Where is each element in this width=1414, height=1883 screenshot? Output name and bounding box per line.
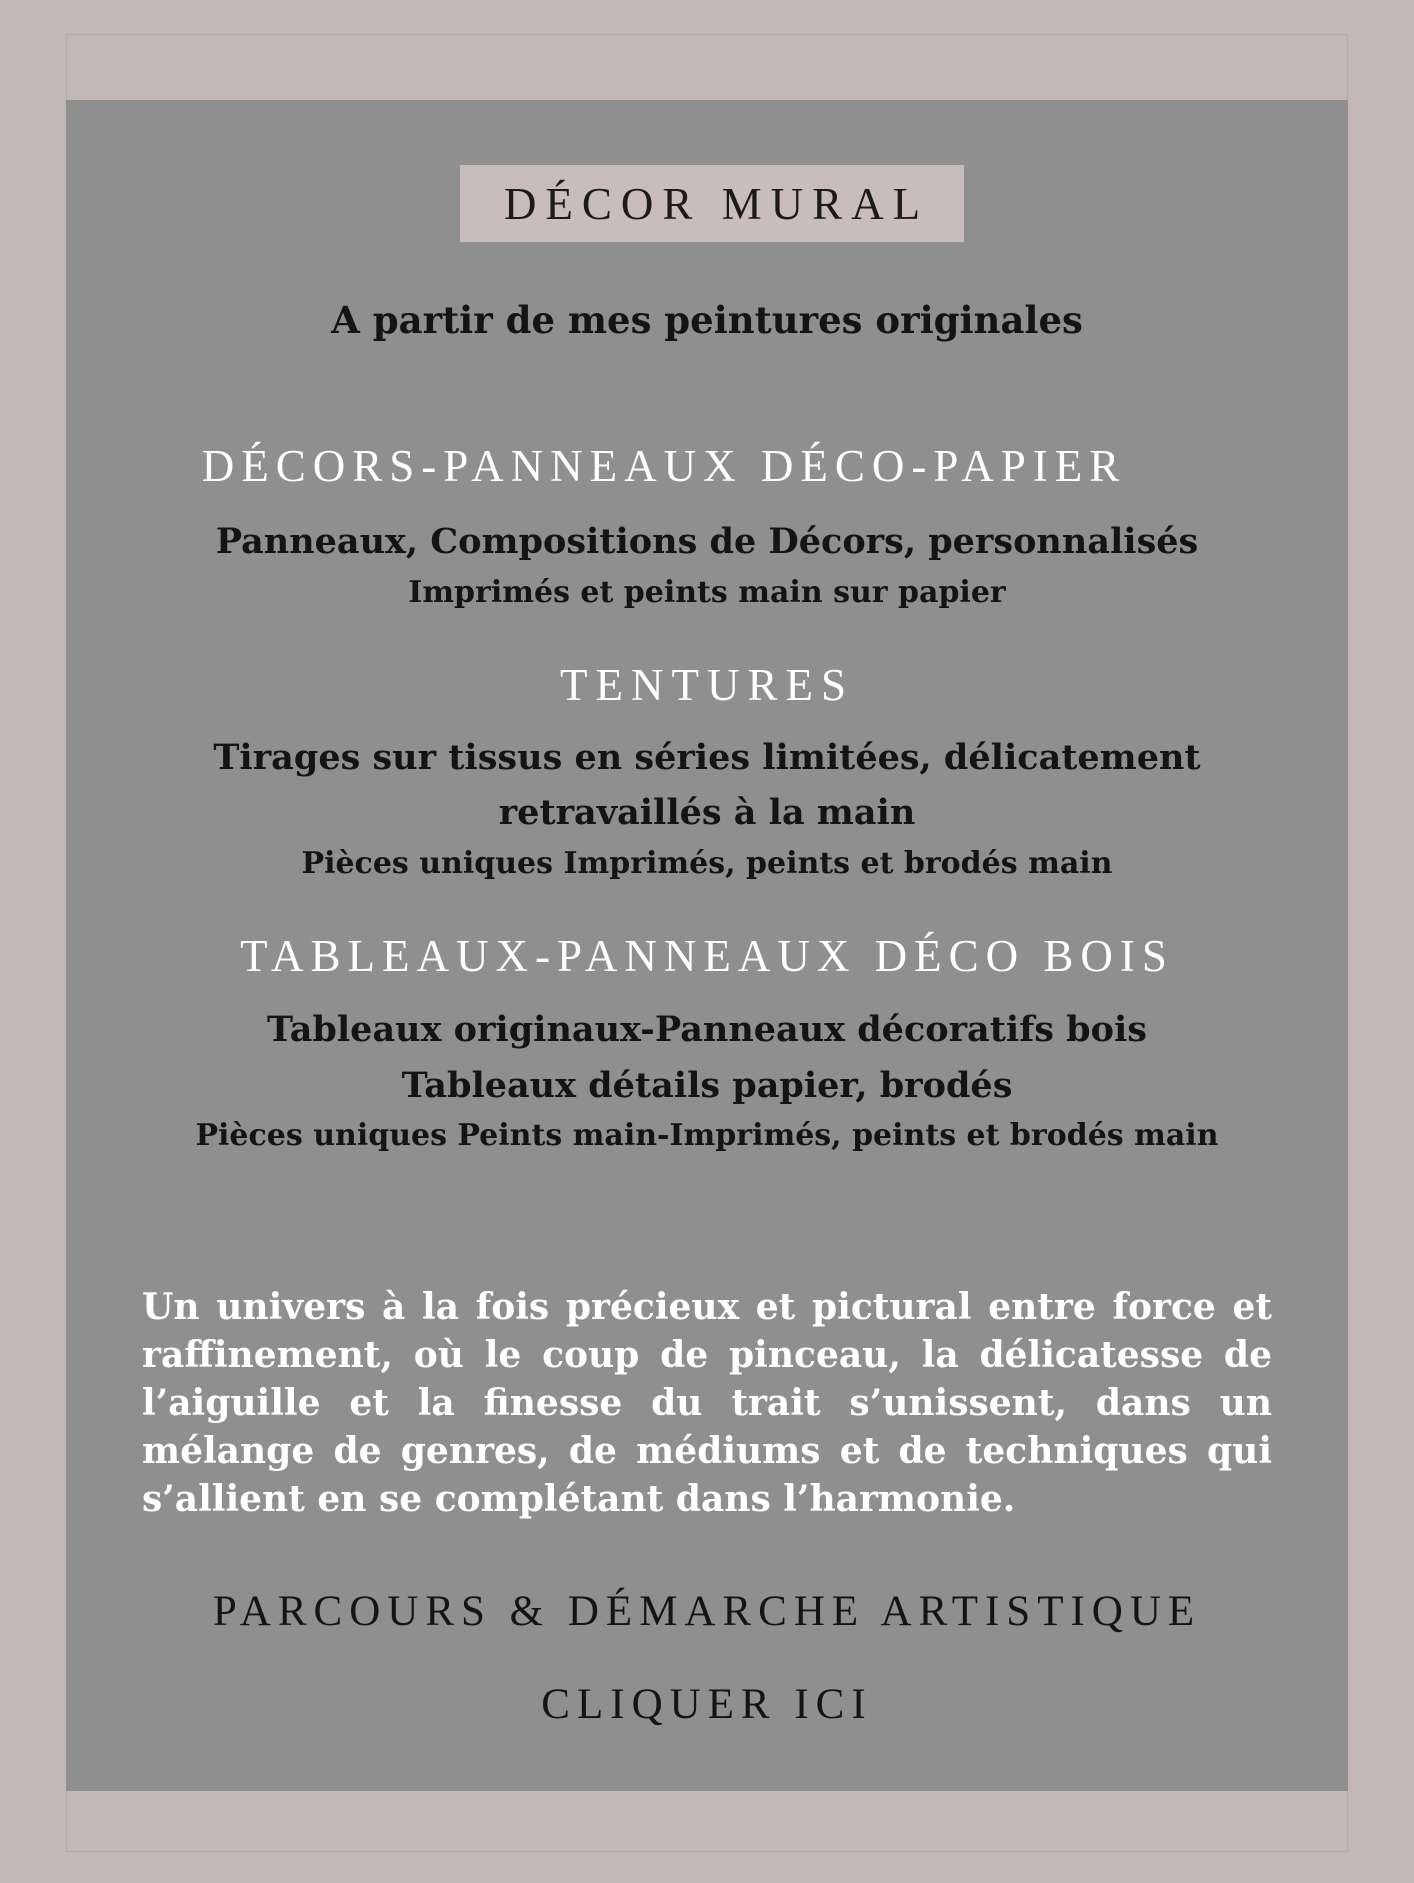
title-badge xyxy=(460,165,964,242)
parcours-link[interactable]: PARCOURS & DÉMARCHE ARTISTIQUE xyxy=(212,1588,1202,1635)
cliquer-ici-link[interactable]: CLIQUER ICI xyxy=(541,1681,873,1728)
section-heading-tentures: TENTURES xyxy=(560,660,854,710)
section-line: Panneaux, Compositions de Décors, personnalisés xyxy=(215,521,1199,562)
section-line: Tableaux détails papier, brodés xyxy=(401,1065,1013,1106)
section-line: Tirages sur tissus en séries limitées, délicatement xyxy=(213,737,1201,778)
section-heading-decors-papier: DÉCORS-PANNEAUX DÉCO-PAPIER xyxy=(201,441,1127,491)
section-line: Pièces uniques Peints main-Imprimés, peints et brodés main xyxy=(195,1118,1219,1153)
description-paragraph: Un univers à la fois précieux et pictural entre force et raffinement, où le coup de pinceau, la délicatesse de l’aiguille et la finesse du trait s’unissent, dans un mélange de genres, de médiums et de techniques qui s’allient en se complétant dans l’harmonie. xyxy=(142,1286,1272,1520)
section-heading-deco-bois: TABLEAUX-PANNEAUX DÉCO BOIS xyxy=(240,931,1174,981)
section-line: retravaillés à la main xyxy=(498,792,916,833)
section-line: Pièces uniques Imprimés, peints et brodés main xyxy=(301,846,1113,881)
page-title: DÉCOR MURAL xyxy=(503,178,930,229)
section-line: Tableaux originaux-Panneaux décoratifs bois xyxy=(267,1009,1147,1050)
section-line: Imprimés et peints main sur papier xyxy=(408,575,1006,610)
page-subtitle: A partir de mes peintures originales xyxy=(331,298,1083,342)
